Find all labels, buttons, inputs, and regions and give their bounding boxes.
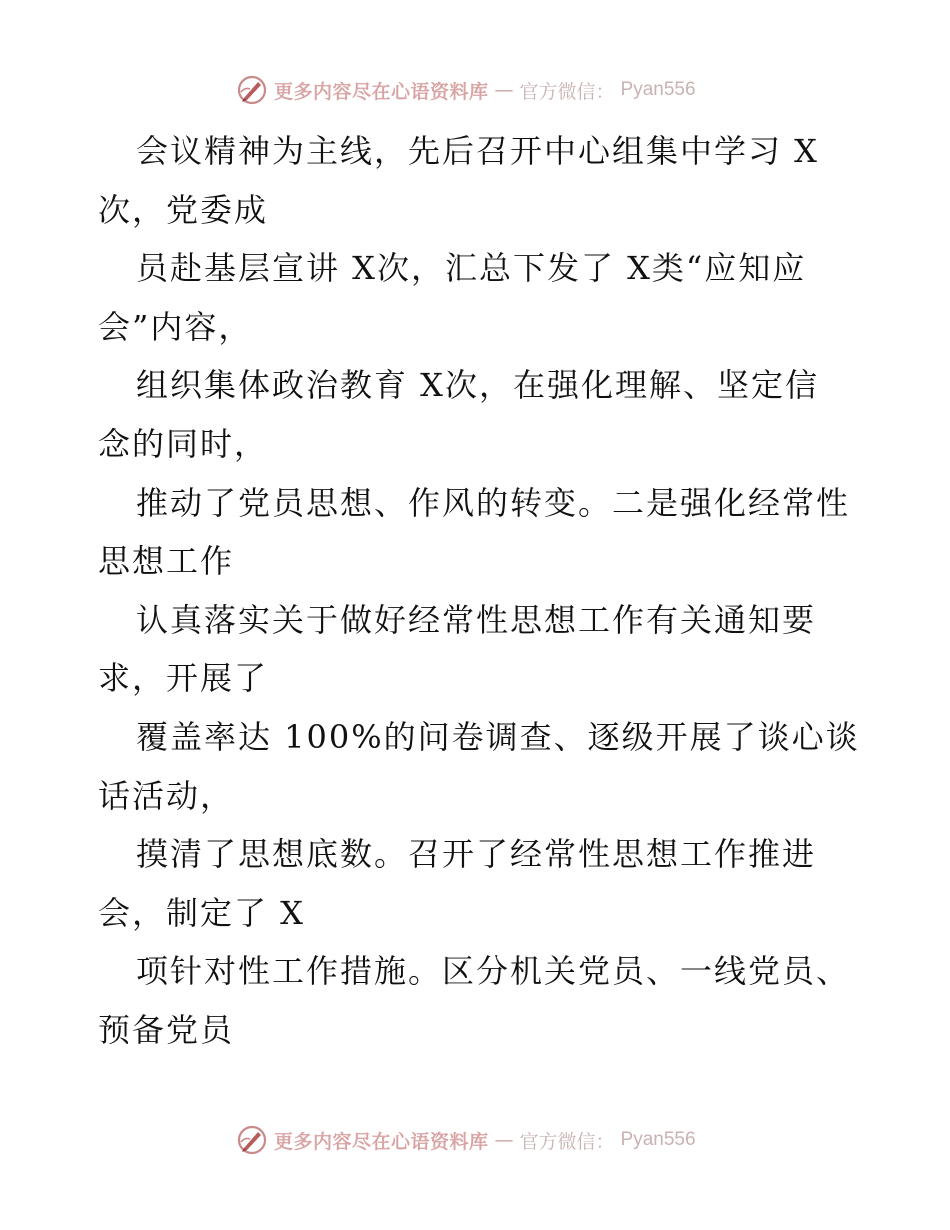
- body-line: 思想工作: [98, 542, 235, 581]
- body-line: 求，开展了: [98, 659, 269, 698]
- body-line: 念的同时，: [98, 424, 269, 463]
- watermark-text: 更多内容尽在心语资料库: [274, 1130, 489, 1153]
- watermark-text: 更多内容尽在心语资料库: [274, 80, 489, 103]
- body-line: 认真落实关于做好经常性思想工作有关通知要: [136, 600, 817, 639]
- body-line: 推动了党员思想、作风的转变。二是强化经常性: [136, 483, 851, 522]
- quill-logo-icon: [236, 1124, 268, 1156]
- watermark-separator: —: [494, 79, 514, 101]
- body-line: 会议精神为主线，先后召开中心组集中学习 X: [136, 132, 819, 170]
- quill-logo-icon: [236, 74, 268, 106]
- footer-watermark: [236, 1123, 696, 1157]
- body-line: 会”内容，: [98, 307, 253, 346]
- watermark-contact-id: Pyan556: [620, 1129, 696, 1150]
- body-line: 次，党委成: [98, 190, 269, 229]
- body-line: 组织集体政治教育 X次，在强化理解、坚定信: [136, 366, 819, 405]
- body-line: 会，制定了 X: [98, 893, 305, 932]
- body-line: 覆盖率达 100%的问卷调查、逐级开展了谈心谈: [136, 717, 860, 756]
- watermark-separator: —: [494, 1129, 514, 1151]
- watermark-contact-label: 官方微信：: [519, 1130, 615, 1153]
- body-line: 项针对性工作措施。区分机关党员、一线党员、: [136, 952, 851, 991]
- header-watermark: [236, 73, 696, 107]
- watermark-contact-label: 官方微信：: [519, 80, 615, 103]
- body-line: 员赴基层宣讲 X次，汇总下发了 X类“应知应: [136, 249, 807, 288]
- body-line: 话活动，: [98, 776, 235, 815]
- body-line: 预备党员: [98, 1010, 235, 1049]
- watermark-contact-id: Pyan556: [620, 79, 696, 100]
- body-text: [98, 122, 858, 1060]
- body-line: 摸清了思想底数。召开了经常性思想工作推进: [136, 835, 817, 874]
